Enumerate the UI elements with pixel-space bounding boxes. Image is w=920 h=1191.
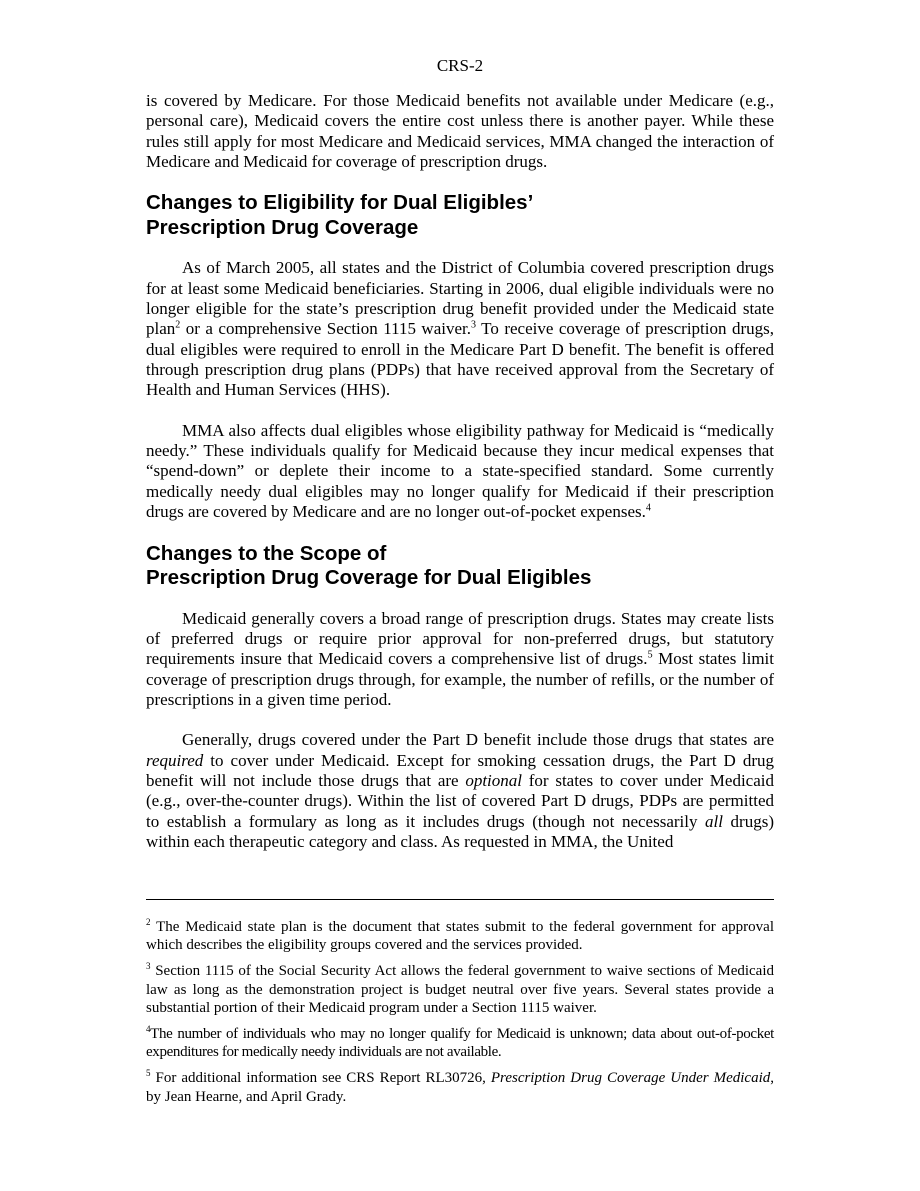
text-run: Medicaid generally covers a broad range of prescription drugs. States may create lists of preferred drugs or require prior approval for non-preferred drugs, but statutory requirements insure that Medicaid covers a comprehensive list of drugs. [146,608,774,669]
footnote-text: The number of individuals who may no longer qualify for Medicaid is unknown; data about out-of-pocket expenditures for medically needy individuals are not available. [146,1026,774,1061]
text-run: for states to cover under Medicaid (e.g., over-the-counter drugs). Within the list of covered Part D drugs, PDPs are permitted to establish a formulary as long as it includes drugs (though not necessarily [146,770,774,831]
footnote-5 [146,1069,774,1105]
section-heading-line: Changes to Eligibility for Dual Eligibles’ [146,191,534,215]
footnote-ref-3[interactable]: 3 [471,319,476,331]
emphasis-text: required [146,750,204,770]
footnote-separator [146,899,774,900]
footnote-ref-4[interactable]: 4 [645,502,651,514]
text-run: Generally, drugs covered under the Part D benefit include those drugs that states are [182,730,774,750]
paragraph-scope-2 [146,730,774,852]
section-heading-line: Prescription Drug Coverage for Dual Eligibles [146,566,592,589]
text-run: Most states limit coverage of prescription drugs through, for example, the number of refills, or the number of prescriptions in a given time period. [146,649,774,709]
text-run: to cover under Medicaid. Except for smoking cessation drugs, the Part D drug benefit will not include those drugs that are [146,750,774,790]
intro-paragraph: is covered by Medicare. For those Medicaid benefits not available under Medicare (e.g., personal care), Medicaid covers the entire cost unless there is another payer. While these rules still apply for most Medicare and Medicaid services, MMA changed the interaction of Medicare and Medicaid for coverage of prescription drugs. [146,91,774,172]
section-heading-line: Changes to the Scope of [146,541,387,565]
text-run: MMA also affects dual eligibles whose eligibility pathway for Medicaid is “medically needy.” These individuals qualify for Medicaid because they incur medical expenses that “spend-down” or deplete their income to a state-specified standard. Some currently medically needy dual eligibles may no longer qualify for Medicaid if their prescription drugs are covered by Medicare and are no longer out-of-pocket expenses. [146,420,774,522]
paragraph-eligibility-1 [146,258,774,400]
footnote-number: 5 [146,1068,151,1079]
emphasis-text: optional [465,770,522,790]
footnote-text: The Medicaid state plan is the document that states submit to the federal government for approval which describes the eligibility groups covered and the services provided. [146,919,775,954]
footnote-ref-2[interactable]: 2 [175,319,181,331]
footnote-number: 3 [146,961,151,972]
footnote-3 [146,962,774,1017]
footnotes [146,918,774,1114]
paragraph-scope-1 [146,609,774,711]
footnote-ref-5[interactable]: 5 [647,649,653,661]
page-header: CRS-2 [436,56,484,75]
footnote-4 [146,1025,774,1061]
emphasis-text: all [705,811,723,831]
text-run: drugs) within each therapeutic category and class. As requested in MMA, the United [146,811,774,851]
section-heading-line: Prescription Drug Coverage [146,215,419,239]
text-run: As of March 2005, all states and the District of Columbia covered prescription drugs for at least some Medicaid beneficiaries. Starting in 2006, dual eligible individuals were no longer eligible for the state’s prescription drug benefit provided under the Medicaid state plan [146,258,774,339]
footnote-text: For additional information see CRS Report RL30726, [155,1070,491,1087]
paragraph-eligibility-2 [146,421,774,523]
section-heading-scope [146,542,774,591]
footnote-text: Section 1115 of the Social Security Act allows the federal government to waive sections of Medicaid law as long as the demonstration project is budget neutral over five years. Several states provide a substantial portion of their Medicaid program under a Section 1115 waiver. [146,963,775,1016]
footnote-number: 4 [146,1024,151,1035]
section-heading-eligibility [146,191,774,240]
footnote-2 [146,918,774,954]
text-run: or a comprehensive Section 1115 waiver. [180,319,471,339]
body-text [146,91,774,852]
footnote-text: , by Jean Hearne, and April Grady. [146,1070,775,1105]
report-title: Prescription Drug Coverage Under Medicaid [490,1070,771,1087]
footnote-number: 2 [146,917,151,927]
text-run: To receive coverage of prescription drugs, dual eligibles were required to enroll in the Medicare Part D benefit. The benefit is offered through prescription drug plans (PDPs) that have received approval from the Secretary of Health and Human Services (HHS). [146,319,774,400]
